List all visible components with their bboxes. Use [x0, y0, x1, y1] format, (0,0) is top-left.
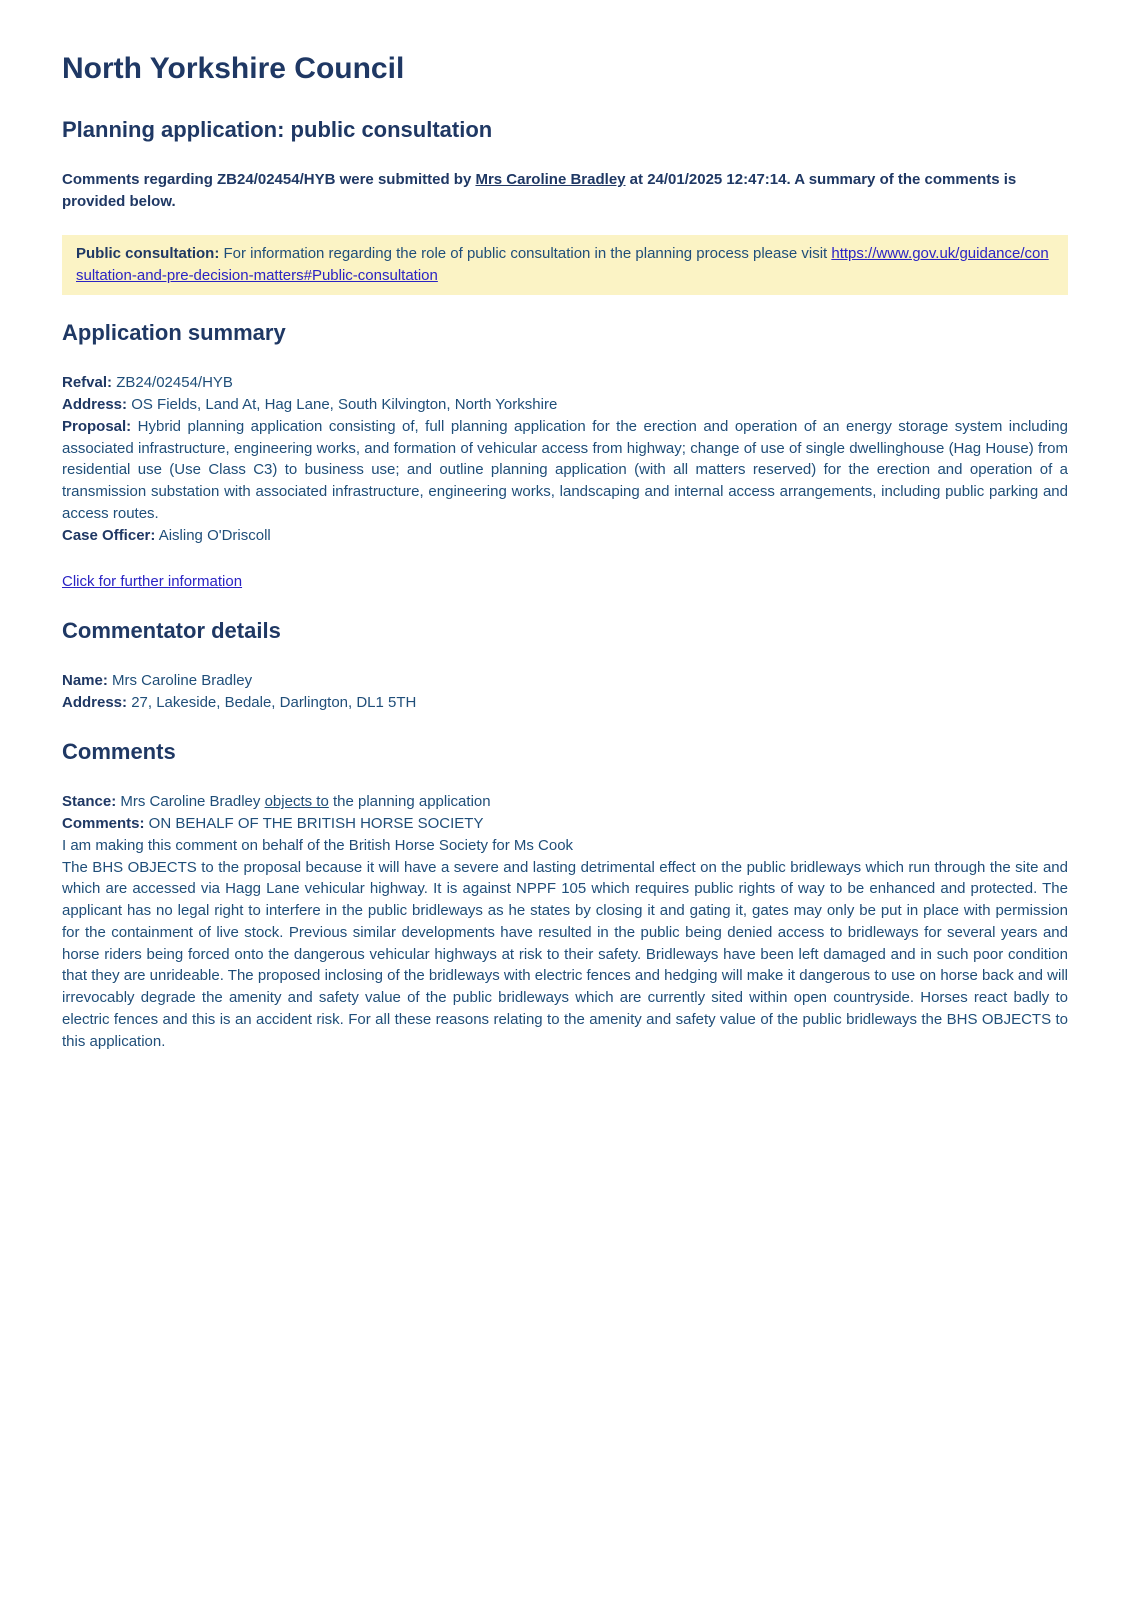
commentator-details-block [62, 670, 1068, 714]
stance-row [62, 791, 1068, 813]
commentator-name-link[interactable]: Mrs Caroline Bradley [475, 170, 626, 188]
proposal-value: Hybrid planning application consisting of, full planning application for the erection and operation of an energy storage system including associated infrastructure, engineering works, and formation of vehicular access from highway; change of use of single dwellinghouse (Hag House) from residential use (Use Class C3) to business use; and outline planning application (with all matters reserved) for the erection and operation of a transmission substation with associated infrastructure, engineering works, landscaping and internal access arrangements, including public parking and access routes. [62, 417, 1068, 522]
refval-value: ZB24/02454/HYB [112, 374, 233, 392]
case-officer-label: Case Officer: [62, 526, 156, 544]
refval-label: Refval: [62, 374, 113, 392]
case-officer-row [62, 525, 1068, 547]
comments-behalf-row: I am making this comment on behalf of the British Horse Society for Ms Cook [62, 836, 574, 854]
refval-row [62, 372, 1068, 394]
commentator-address-value: 27, Lakeside, Bedale, Darlington, DL1 5TH [127, 694, 417, 712]
proposal-label: Proposal: [62, 417, 132, 435]
public-consultation-link[interactable]: https://www.gov.uk/guidance/consultation-and-pre-decision-matters#Public-consultation [76, 245, 1049, 285]
section-heading-application-summary: Application summary [62, 319, 286, 345]
application-address-row [62, 394, 1068, 416]
section-heading-comments: Comments [62, 738, 176, 764]
stance-label: Stance: [62, 793, 117, 811]
stance-text-before: Mrs Caroline Bradley [116, 793, 265, 811]
notice-text: For information regarding the role of public consultation in the planning process please visit [219, 245, 832, 263]
section-heading-commentator-details: Commentator details [62, 618, 281, 644]
page-title: North Yorkshire Council [62, 52, 405, 85]
page-subtitle: Planning application: public consultation [62, 116, 493, 142]
submission-summary-text-after: at 24/01/2025 12:47:14. A summary of the comments is provided below. [62, 170, 1017, 210]
stance-text-after: the planning application [328, 793, 491, 811]
comments-block [62, 791, 1068, 1052]
public-consultation-notice [62, 235, 1068, 295]
proposal-row [62, 416, 1068, 525]
comments-headline-value: ON BEHALF OF THE BRITISH HORSE SOCIETY [144, 815, 484, 833]
application-address-value: OS Fields, Land At, Hag Lane, South Kilvington, North Yorkshire [127, 396, 558, 414]
commentator-name-label: Name: [62, 672, 108, 690]
notice-label: Public consultation: [76, 245, 220, 263]
comments-label: Comments: [62, 815, 145, 833]
comments-headline-row [62, 813, 1068, 835]
case-officer-value: Aisling O'Driscoll [155, 526, 271, 544]
submission-summary [62, 169, 1068, 213]
submission-summary-text-before: Comments regarding ZB24/02454/HYB were submitted by [62, 170, 476, 188]
commentator-address-label: Address: [62, 694, 128, 712]
commentator-address-row [62, 692, 1068, 714]
application-address-label: Address: [62, 396, 128, 414]
further-information-link[interactable]: Click for further information [62, 573, 243, 591]
stance-objects-to: objects to [264, 793, 329, 811]
comments-body: The BHS OBJECTS to the proposal because it will have a severe and lasting detrimental effect on the public bridleways which run through the site and which are accessed via Hagg Lane vehicular highway. It is against NPPF 105 which requires public rights of way to be enhanced and protected. The applicant has no legal right to interfere in the public bridleways as he states by closing it and gating it, gates may only be put in place with permission for the containment of live stock. Previous similar developments have resulted in the public being denied access to bridleways for several years and horse riders being forced onto the dangerous vehicular highways at risk to their safety. Bridleways have been left damaged and in such poor condition that they are unrideable. The proposed inclosing of the bridleways with electric fences and hedging will make it dangerous to use on horse back and will irrevocably degrade the amenity and safety value of the public bridleways which are currently sited within open countryside. Horses react badly to electric fences and this is an accident risk. For all these reasons relating to the amenity and safety value of the public bridleways the BHS OBJECTS to this application. [62, 858, 1068, 1050]
further-information-paragraph [62, 571, 1068, 593]
application-summary-block [62, 372, 1068, 546]
commentator-name-value: Mrs Caroline Bradley [107, 672, 253, 690]
commentator-name-row [62, 670, 1068, 692]
